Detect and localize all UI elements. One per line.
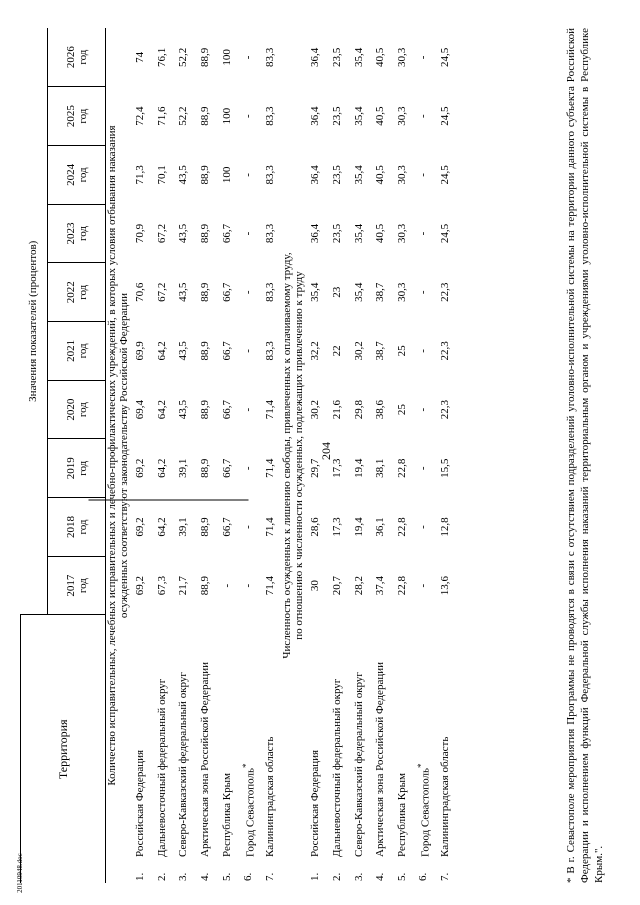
value-cell: 23,5	[331, 106, 344, 126]
value-cell: 69,2	[134, 517, 147, 537]
value-cell: 69,2	[134, 576, 147, 596]
territory-name: Северо-Кавказский федеральный округ	[352, 672, 365, 857]
territory-name-cell	[195, 615, 217, 861]
value-cell: -	[417, 55, 430, 60]
year-header	[48, 380, 106, 439]
value-cell: 19,4	[352, 517, 365, 537]
value-cell: 22,3	[439, 399, 452, 420]
territory-name: Город Севастополь	[244, 768, 257, 857]
value-cell: -	[417, 466, 430, 471]
value-cell: -	[417, 583, 430, 588]
year-number: 2025	[64, 105, 77, 128]
year-number: 2021	[64, 339, 77, 362]
value-cell: 71,4	[263, 576, 276, 596]
value-cell: 83,3	[263, 282, 276, 302]
value-cell: 22,3	[439, 282, 452, 302]
row-number: 5.	[395, 872, 408, 881]
row-number: 6.	[242, 872, 255, 881]
values-group-header: Значения показателей (процентов)	[21, 28, 48, 615]
year-unit: год	[76, 108, 89, 124]
value-cell: 66,7	[220, 517, 233, 537]
value-cell: 40,5	[374, 47, 387, 68]
value-cell: 88,9	[199, 106, 212, 126]
territory-name-cell	[238, 615, 260, 861]
value-cell: -	[242, 231, 255, 236]
year-unit: год	[76, 343, 89, 359]
territory-name: Российская Федерация	[309, 749, 322, 857]
value-cell: 23,5	[331, 47, 344, 68]
row-number: 7.	[263, 872, 276, 881]
year-number: 2022	[64, 281, 77, 304]
row-number: 3.	[177, 872, 190, 881]
territory-name: Дальневосточный федеральный округ	[155, 678, 168, 857]
value-cell: 30,3	[395, 165, 408, 185]
value-cell: 66,7	[220, 458, 233, 478]
territory-name-cell	[327, 615, 349, 861]
value-cell: 38,6	[374, 399, 387, 420]
value-cell: 88,9	[199, 223, 212, 244]
territory-name-cell	[130, 615, 152, 861]
value-cell: 22,3	[439, 341, 452, 361]
value-cell: 28,2	[352, 576, 365, 596]
value-cell: 100	[220, 49, 233, 66]
value-cell: 71,4	[263, 517, 276, 537]
value-cell: 70,6	[134, 282, 147, 302]
value-cell: 83,3	[263, 106, 276, 126]
year-number: 2017	[64, 574, 77, 597]
value-cell: 17,3	[331, 458, 344, 478]
territory-name: Дальневосточный федеральный округ	[331, 678, 344, 857]
section-title-line: по отношению к численности осужденных, подлежащих привлечению к труду	[293, 271, 306, 640]
row-number: 4.	[374, 872, 387, 881]
section-title-row	[281, 28, 305, 883]
value-cell: 28,6	[309, 517, 322, 537]
table-row	[348, 28, 370, 883]
value-cell: 23,5	[331, 223, 344, 244]
year-number: 2018	[64, 515, 77, 538]
value-cell: 13,6	[439, 576, 452, 596]
value-cell: -	[242, 407, 255, 412]
value-cell: 22,8	[395, 458, 408, 478]
year-number: 2019	[64, 457, 77, 480]
value-cell: 64,2	[155, 341, 168, 361]
year-unit: год	[76, 402, 89, 418]
year-unit: год	[76, 519, 89, 535]
value-cell: 52,2	[177, 47, 190, 68]
year-header	[48, 322, 106, 381]
value-cell: 30	[309, 580, 322, 592]
value-cell: 70,1	[155, 165, 168, 185]
value-cell: 83,3	[263, 223, 276, 244]
page-number: 204	[319, 442, 333, 460]
year-unit: год	[76, 578, 89, 594]
year-header	[48, 498, 106, 557]
value-cell: 88,9	[199, 458, 212, 478]
value-cell: 66,7	[220, 341, 233, 361]
value-cell: 39,1	[177, 517, 190, 537]
footnote: * В г. Севастополе мероприятия Программы не проводятся в связи с отсутствием подразделений уголовно-исполнительной системы на территории данного субъекта Российской Федерации и исполнением функций Федеральной службы исполнения наказаний территориальным органом и учреждениями уголовно-исполнительной системы в Республике Крым.".	[565, 28, 605, 883]
value-cell: -	[242, 525, 255, 529]
value-cell: 88,9	[199, 399, 212, 420]
table-row	[392, 28, 414, 883]
value-cell: 30,3	[395, 106, 408, 126]
year-number: 2020	[64, 398, 77, 421]
value-cell: 64,2	[155, 399, 168, 420]
value-cell: 83,3	[263, 47, 276, 68]
value-cell: 43,5	[177, 165, 190, 185]
year-header	[48, 87, 106, 146]
value-cell: 22,8	[395, 517, 408, 537]
value-cell: 36,4	[309, 47, 322, 68]
value-cell: 83,3	[263, 165, 276, 185]
value-cell: 19,4	[352, 458, 365, 478]
document-code: 20110948.doc	[16, 853, 24, 893]
value-cell: -	[220, 583, 233, 588]
value-cell: 30,2	[309, 399, 322, 420]
value-cell: 83,3	[263, 341, 276, 361]
rotated-content	[20, 28, 610, 883]
year-number: 2026	[64, 46, 77, 69]
value-cell: 43,5	[177, 399, 190, 420]
value-cell: 43,5	[177, 223, 190, 244]
year-unit: год	[76, 226, 89, 242]
value-cell: 24,5	[439, 165, 452, 185]
section-title-line: Количество исправительных, лечебных исправительных и лечебно-профилактических учреждений, в которых условия отбывания наказания	[106, 125, 118, 786]
value-cell: 40,5	[374, 165, 387, 185]
value-cell: 23	[331, 286, 344, 298]
row-number: 5.	[220, 872, 233, 881]
value-cell: 64,2	[155, 517, 168, 537]
section-title-row	[106, 28, 131, 883]
year-header	[48, 263, 106, 322]
table-row	[130, 28, 152, 883]
value-cell: 15,5	[439, 458, 452, 478]
value-cell: -	[242, 466, 255, 471]
value-cell: 71,6	[155, 106, 168, 126]
value-cell: 71,4	[263, 458, 276, 478]
year-header	[48, 439, 106, 498]
value-cell: 52,2	[177, 106, 190, 126]
value-cell: 36,1	[374, 517, 387, 537]
table-row	[238, 28, 260, 883]
value-cell: 22	[331, 345, 344, 357]
value-cell: 25	[395, 345, 408, 357]
value-cell: -	[242, 349, 255, 353]
territory-name-cell	[370, 615, 392, 861]
row-number: 4.	[199, 872, 212, 881]
year-number: 2023	[64, 222, 77, 245]
value-cell: 74	[134, 51, 147, 63]
row-number: 6.	[417, 872, 430, 881]
footnote-marker: *	[240, 763, 251, 768]
value-cell: -	[417, 407, 430, 412]
value-cell: 21,7	[177, 576, 190, 596]
value-cell: 22,8	[395, 576, 408, 596]
value-cell: 43,5	[177, 282, 190, 302]
value-cell: 24,5	[439, 47, 452, 68]
value-cell: 69,2	[134, 458, 147, 478]
value-cell: -	[417, 114, 430, 118]
row-number: 2.	[155, 872, 168, 881]
indicators-table	[20, 28, 456, 883]
value-cell: -	[242, 173, 255, 177]
value-cell: 29,8	[352, 399, 365, 420]
territory-name: Российская Федерация	[134, 749, 147, 857]
value-cell: 30,3	[395, 282, 408, 302]
territory-name: Республика Крым	[220, 773, 233, 857]
value-cell: 35,4	[352, 106, 365, 126]
value-cell: 66,7	[220, 223, 233, 244]
year-header	[48, 556, 106, 615]
value-cell: -	[417, 525, 430, 529]
value-cell: 30,3	[395, 47, 408, 68]
value-cell: 30,2	[352, 341, 365, 361]
value-cell: 38,1	[374, 458, 387, 478]
value-cell: 67,3	[155, 576, 168, 596]
value-cell: 35,4	[309, 282, 322, 302]
value-cell: 71,3	[134, 165, 147, 185]
section-title-line: Численность осужденных к лишению свободы, привлеченных к оплачиваемому труду,	[281, 252, 294, 659]
value-cell: 40,5	[374, 223, 387, 244]
row-number: 1.	[309, 872, 322, 881]
value-cell: 35,4	[352, 282, 365, 302]
territory-header: Территория	[21, 615, 106, 883]
table-row	[216, 28, 238, 883]
value-cell: 38,7	[374, 341, 387, 361]
section-title	[281, 28, 305, 883]
value-cell: 35,4	[352, 223, 365, 244]
value-cell: 88,9	[199, 341, 212, 361]
territory-name: Город Севастополь	[419, 768, 432, 857]
year-number: 2024	[64, 163, 77, 186]
value-cell: 69,9	[134, 341, 147, 361]
territory-name-cell	[392, 615, 414, 861]
year-unit: год	[76, 284, 89, 300]
row-number: 2.	[331, 872, 344, 881]
value-cell: -	[242, 583, 255, 588]
value-cell: 69,4	[134, 399, 147, 420]
section-title	[106, 28, 131, 883]
value-cell: 43,5	[177, 341, 190, 361]
value-cell: 66,7	[220, 399, 233, 420]
value-cell: 76,1	[155, 47, 168, 68]
value-cell: 32,2	[309, 341, 322, 361]
territory-name-cell	[216, 615, 238, 861]
year-unit: год	[76, 49, 89, 65]
value-cell: 100	[220, 107, 233, 125]
value-cell: 12,8	[439, 517, 452, 537]
value-cell: 24,5	[439, 106, 452, 126]
value-cell: 40,5	[374, 106, 387, 126]
value-cell: 39,1	[177, 458, 190, 478]
territory-name: Республика Крым	[395, 773, 408, 857]
year-unit: год	[76, 460, 89, 476]
table-row	[413, 28, 435, 883]
value-cell: 25	[395, 404, 408, 416]
year-header	[48, 146, 106, 205]
table-row	[370, 28, 392, 883]
table-row	[435, 28, 457, 883]
row-number: 1.	[134, 872, 147, 881]
value-cell: -	[242, 290, 255, 295]
value-cell: -	[417, 173, 430, 177]
value-cell: 36,4	[309, 106, 322, 126]
value-cell: 30,3	[395, 223, 408, 244]
row-number: 7.	[439, 872, 452, 881]
value-cell: 36,4	[309, 223, 322, 244]
value-cell: 35,4	[352, 47, 365, 68]
value-cell: 88,9	[199, 165, 212, 185]
value-cell: 29,7	[309, 458, 322, 478]
territory-name: Калининградская область	[263, 736, 276, 857]
value-cell: 38,7	[374, 282, 387, 302]
table-row	[260, 28, 282, 883]
value-cell: 36,4	[309, 165, 322, 185]
territory-name-cell	[348, 615, 370, 861]
value-cell: 100	[220, 166, 233, 184]
value-cell: 17,3	[331, 517, 344, 537]
value-cell: 20,7	[331, 576, 344, 596]
territory-name-cell	[305, 615, 327, 861]
value-cell: 88,9	[199, 576, 212, 596]
value-cell: 67,2	[155, 282, 168, 302]
table-row	[195, 28, 217, 883]
value-cell: 35,4	[352, 165, 365, 185]
value-cell: -	[242, 114, 255, 118]
value-cell: -	[417, 290, 430, 295]
territory-name-cell	[260, 615, 282, 861]
footnote-marker: *	[416, 763, 427, 768]
section-title-line: осужденных соответствуют законодательству Российской Федерации	[118, 292, 130, 619]
year-header	[48, 204, 106, 263]
year-header	[48, 28, 106, 87]
value-cell: 88,9	[199, 47, 212, 68]
table-row	[327, 28, 349, 883]
table-row	[173, 28, 195, 883]
value-cell: -	[417, 349, 430, 353]
row-number: 3.	[352, 872, 365, 881]
value-cell: 66,7	[220, 282, 233, 302]
value-cell: 70,9	[134, 223, 147, 244]
territory-name: Северо-Кавказский федеральный округ	[177, 672, 190, 857]
value-cell: 64,2	[155, 458, 168, 478]
value-cell: 23,5	[331, 165, 344, 185]
value-cell: 72,4	[134, 106, 147, 126]
value-cell: -	[242, 55, 255, 60]
table-row	[305, 28, 327, 883]
territory-name: Калининградская область	[439, 736, 452, 857]
value-cell: 88,9	[199, 517, 212, 537]
territory-name: Арктическая зона Российской Федерации	[199, 662, 212, 857]
territory-name-cell	[152, 615, 174, 861]
value-cell: 71,4	[263, 399, 276, 420]
table-row	[152, 28, 174, 883]
value-cell: 24,5	[439, 223, 452, 244]
territory-name-cell	[413, 615, 435, 861]
value-cell: 67,2	[155, 223, 168, 244]
territory-name-cell	[435, 615, 457, 861]
value-cell: 21,6	[331, 399, 344, 420]
value-cell: 37,4	[374, 576, 387, 596]
territory-name: Арктическая зона Российской Федерации	[374, 662, 387, 857]
value-cell: 88,9	[199, 282, 212, 302]
value-cell: -	[417, 231, 430, 236]
year-unit: год	[76, 167, 89, 183]
territory-name-cell	[173, 615, 195, 861]
